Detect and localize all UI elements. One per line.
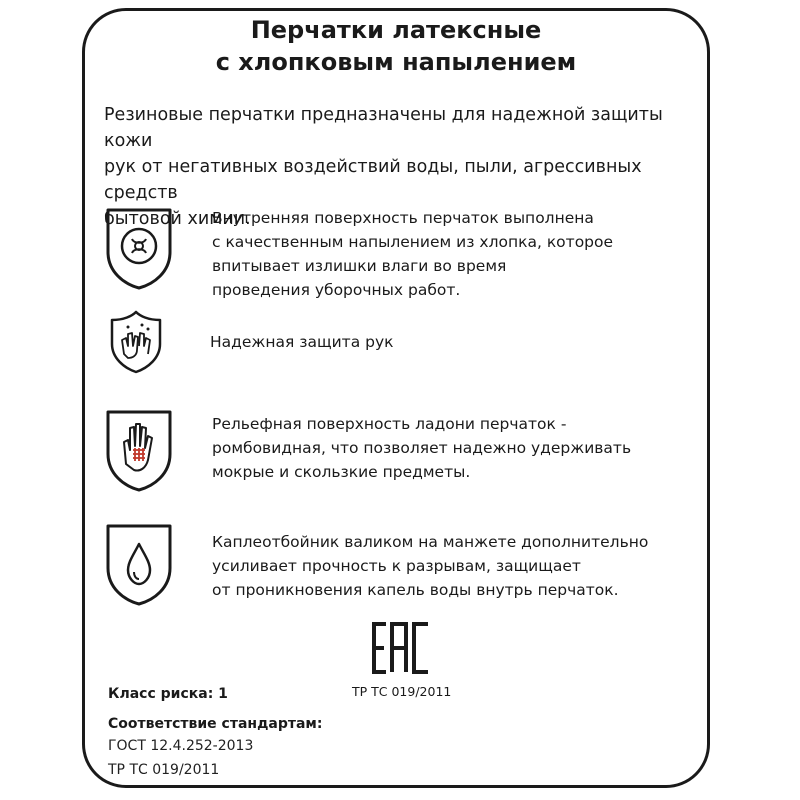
page-title xyxy=(82,14,710,78)
water-drop-shield-icon xyxy=(104,522,174,606)
standard-item: ГОСТ 12.4.252-2013 xyxy=(108,738,254,754)
feature-line: Внутренняя поверхность перчаток выполнена xyxy=(212,209,594,227)
eac-standard-label: ТР ТС 019/2011 xyxy=(352,684,452,699)
feature-line: с качественным напылением из хлопка, которое xyxy=(212,233,614,251)
risk-class: Класс риска: 1 xyxy=(108,686,228,702)
feature-line: от проникновения капель воды внутрь перчаток. xyxy=(212,581,619,599)
feature-cotton xyxy=(212,206,682,302)
feature-grip xyxy=(212,412,682,484)
feature-drip-guard xyxy=(212,530,682,602)
compliance-heading: Соответствие стандартам: xyxy=(108,716,323,732)
feature-line: проведения уборочных работ. xyxy=(212,281,461,299)
hands-protection-icon xyxy=(108,310,164,374)
feature-protection xyxy=(210,330,680,354)
feature-line: Надежная защита рук xyxy=(210,333,394,351)
title-line-2: с хлопковым напылением xyxy=(215,48,577,76)
grip-glove-icon xyxy=(104,408,174,492)
cotton-shield-icon xyxy=(104,206,174,290)
feature-line: Рельефная поверхность ладони перчаток - xyxy=(212,415,567,433)
feature-line: ромбовидная, что позволяет надежно удерживать xyxy=(212,439,632,457)
intro-line: рук от негативных воздействий воды, пыли, агрессивных средств xyxy=(104,157,642,203)
feature-line: усиливает прочность к разрывам, защищает xyxy=(212,557,581,575)
feature-line: мокрые и скользкие предметы. xyxy=(212,463,471,481)
title-line-1: Перчатки латексные xyxy=(250,16,542,44)
intro-line: бытовой химии. xyxy=(104,209,251,229)
eac-certification-icon xyxy=(372,622,430,674)
feature-line: впитывает излишки влаги во время xyxy=(212,257,507,275)
intro-line: Резиновые перчатки предназначены для надежной защиты кожи xyxy=(104,105,663,151)
feature-line: Каплеотбойник валиком на манжете дополнительно xyxy=(212,533,649,551)
standard-item: ТР ТС 019/2011 xyxy=(108,762,220,778)
